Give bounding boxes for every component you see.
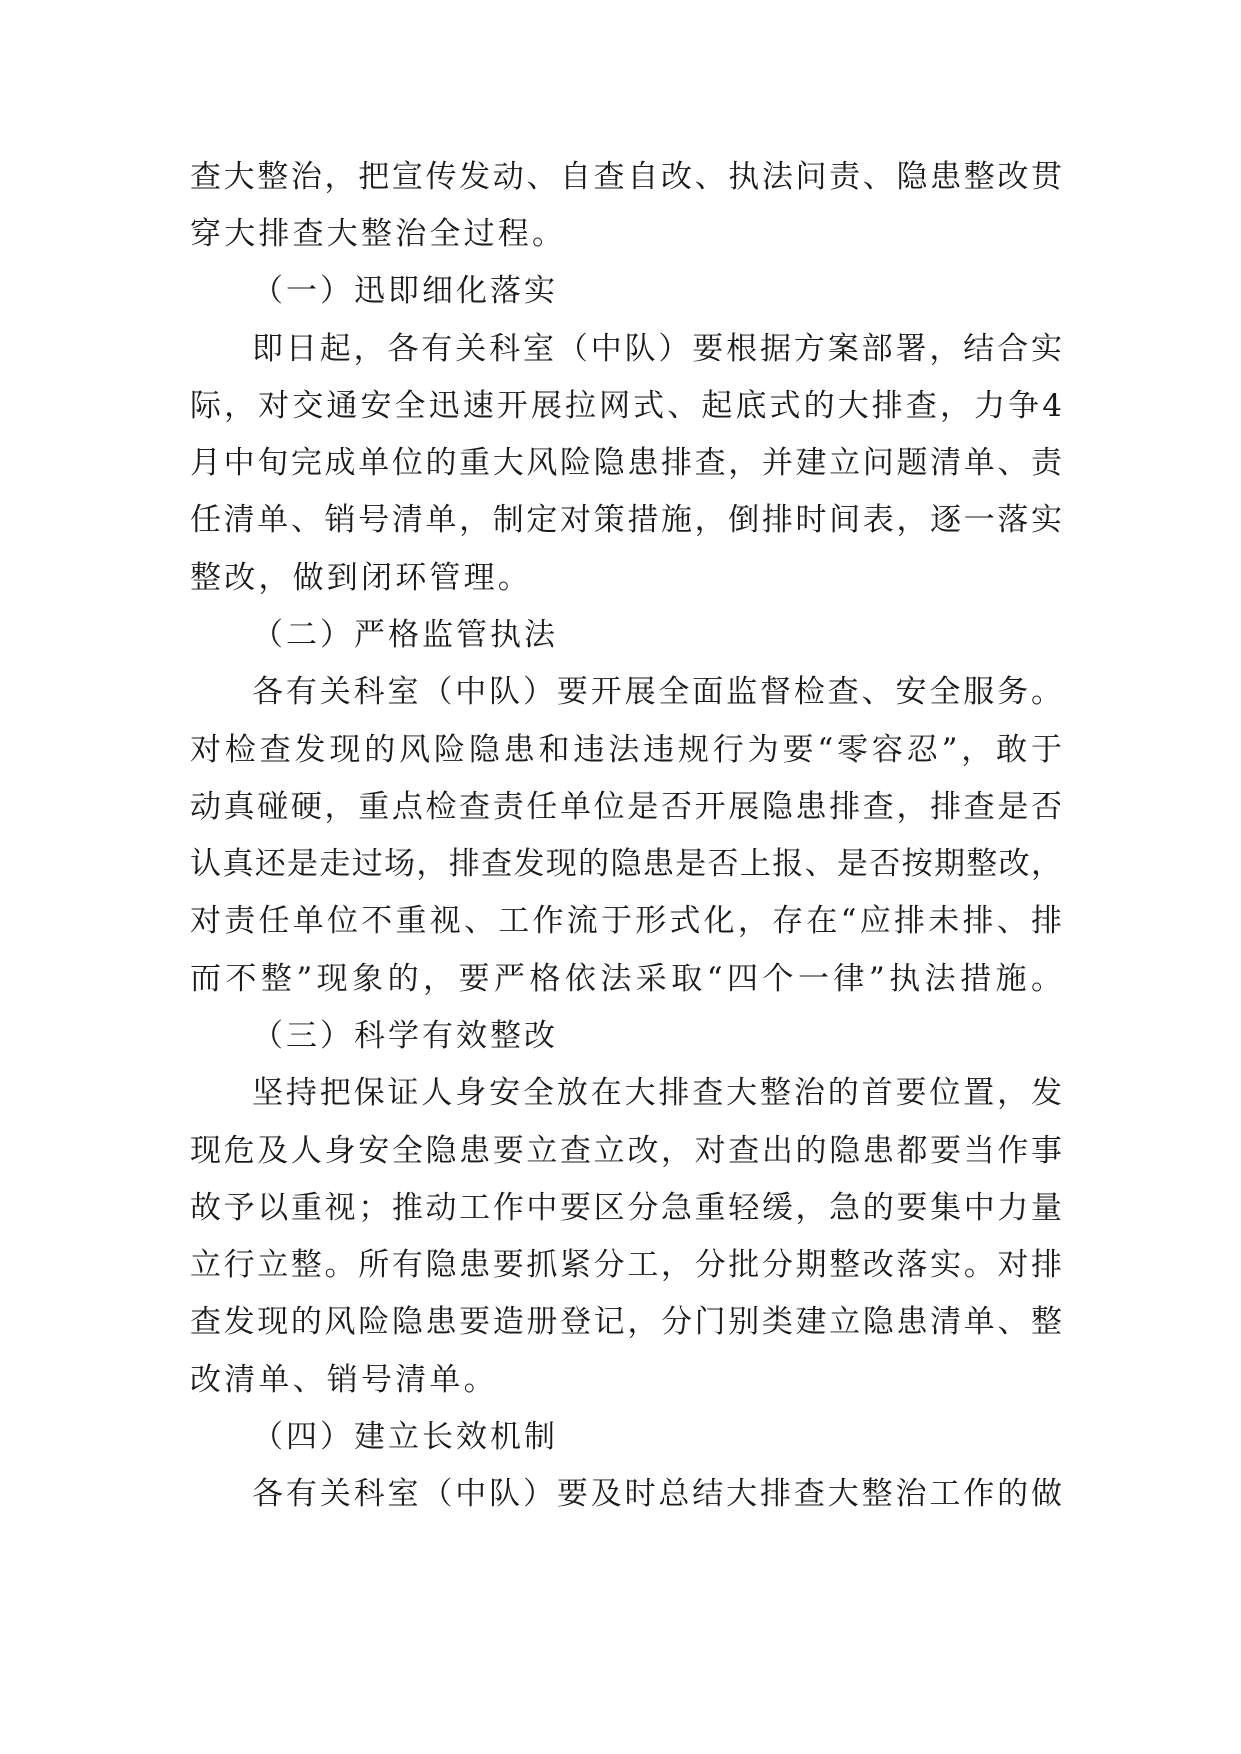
section-heading-1: （一）迅即细化落实: [252, 273, 558, 309]
body-line: 认真还是走过场，排查发现的隐患是否上报、是否按期整改，: [190, 846, 1062, 882]
section-heading-3: （三）科学有效整改: [252, 1018, 558, 1054]
body-line: 整改，做到闭环管理。: [190, 560, 532, 596]
body-line: 月中旬完成单位的重大风险隐患排查，并建立问题清单、责: [190, 445, 1062, 481]
body-line: 动真碰硬，重点检查责任单位是否开展隐患排查，排查是否: [190, 789, 1062, 825]
body-line: 现危及人身安全隐患要立查立改，对查出的隐患都要当作事: [190, 1133, 1062, 1169]
paragraph-first-line: 即日起，各有关科室（中队）要根据方案部署，结合实: [252, 331, 1062, 367]
body-line: 查发现的风险隐患要造册登记，分门别类建立隐患清单、整: [190, 1304, 1062, 1340]
body-line: 立行立整。所有隐患要抓紧分工，分批分期整改落实。对排: [190, 1247, 1062, 1283]
section-heading-4: （四）建立长效机制: [252, 1419, 558, 1455]
body-line: 对检查发现的风险隐患和违法违规行为要“零容忍”，敢于: [190, 732, 1062, 768]
body-line: 际，对交通安全迅速开展拉网式、起底式的大排查，力争4: [190, 388, 1062, 424]
section-heading-2: （二）严格监管执法: [252, 617, 558, 653]
body-line: 故予以重视；推动工作中要区分急重轻缓，急的要集中力量: [190, 1190, 1062, 1226]
paragraph-first-line: 各有关科室（中队）要及时总结大排查大整治工作的做: [252, 1476, 1062, 1512]
body-line: 改清单、销号清单。: [190, 1362, 498, 1398]
paragraph-first-line: 坚持把保证人身安全放在大排查大整治的首要位置，发: [252, 1075, 1062, 1111]
body-line: 任清单、销号清单，制定对策措施，倒排时间表，逐一落实: [190, 502, 1062, 538]
body-line: 查大整治，把宣传发动、自查自改、执法问责、隐患整改贯: [190, 159, 1062, 195]
body-line: 而不整”现象的，要严格依法采取“四个一律”执法措施。: [190, 961, 1062, 997]
body-line: 穿大排查大整治全过程。: [190, 216, 567, 252]
body-line: 对责任单位不重视、工作流于形式化，存在“应排未排、排: [190, 903, 1062, 939]
paragraph-first-line: 各有关科室（中队）要开展全面监督检查、安全服务。: [252, 674, 1062, 710]
